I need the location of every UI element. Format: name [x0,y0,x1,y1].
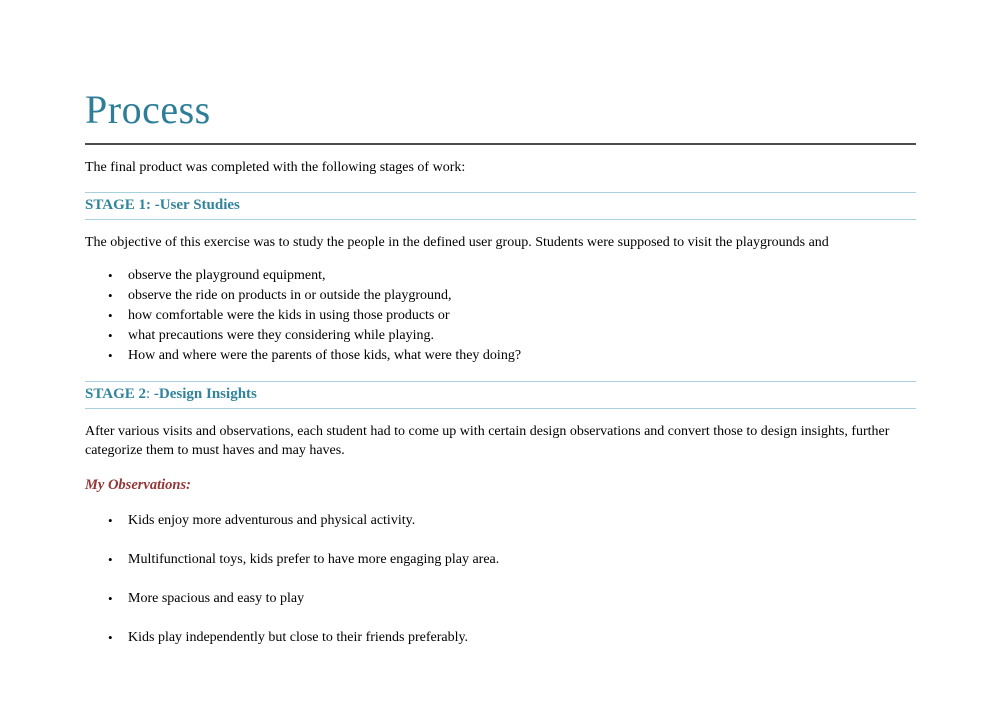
bullet-icon: • [108,591,113,606]
list-item [108,306,916,326]
page-title: Process [85,87,211,132]
list-item [108,346,916,366]
bullet-icon: • [108,513,113,528]
bullet-icon: • [108,552,113,567]
stage-2-bullet-list [85,511,916,648]
stage-1-paragraph: The objective of this exercise was to study the people in the defined user group. Students were supposed to visit the playgrounds and [85,235,829,250]
stage-2-heading-colon: : [146,386,154,402]
bullet-icon: • [108,268,113,283]
bullet-icon: • [108,328,113,343]
list-item-text: what precautions were they considering while playing. [128,328,434,343]
list-item-text: observe the playground equipment, [128,268,326,283]
list-item [108,326,916,346]
list-item-text: Multifunctional toys, kids prefer to have more engaging play area. [128,552,500,567]
bullet-icon: • [108,288,113,303]
bullet-icon: • [108,348,113,363]
list-item [108,511,916,531]
stage-2-heading [85,381,916,409]
list-item [108,589,916,609]
stage-1-heading [85,192,916,220]
list-item-text: Kids play independently but close to their friends preferably. [128,630,469,645]
stage-1-heading-text: STAGE 1: -User Studies [85,197,240,213]
bullet-icon: • [108,308,113,323]
intro-paragraph: The final product was completed with the following stages of work: [85,160,466,175]
list-item-text: how comfortable were the kids in using those products or [128,308,450,323]
list-item [108,286,916,306]
list-item-text: observe the ride on products in or outside the playground, [128,288,452,303]
stage-2-heading-title: -Design Insights [153,386,257,402]
title-rule [85,143,916,145]
list-item [108,628,916,648]
list-item-text: Kids enjoy more adventurous and physical activity. [128,513,416,528]
list-item-text: More spacious and easy to play [128,591,305,606]
list-item-text: How and where were the parents of those kids, what were they doing? [128,348,522,363]
document-content [85,88,916,648]
stage-2-heading-label: STAGE 2 [85,386,146,402]
observations-heading: My Observations: [85,477,191,493]
list-item [108,550,916,570]
stage-2-paragraph: After various visits and observations, each student had to come up with certain design observations and convert those to design insights, further categorize them to must haves and may haves. [85,424,890,458]
stage-1-bullet-list [85,266,916,366]
bullet-icon: • [108,630,113,645]
list-item [108,266,916,286]
